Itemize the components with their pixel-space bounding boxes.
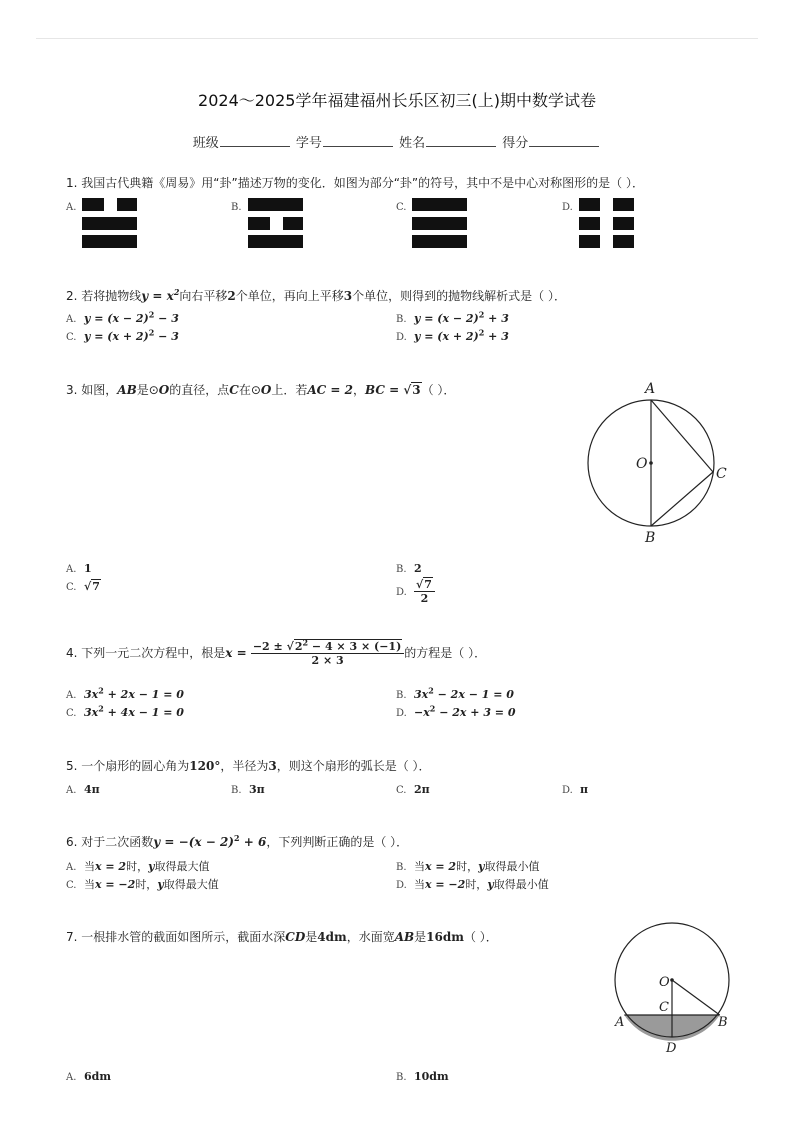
score-blank[interactable] (529, 134, 599, 147)
student-info-line (0, 132, 794, 151)
question-6-text: 6. 对于二次函数$y = -(x - 2)^2 + 6$，下列判断正确的是（ ）． (66, 833, 409, 849)
trigram-b-line2-left (248, 217, 270, 230)
question-3-text: 3. 如图，AB是⊙O的直径，点C在⊙O上．若AC = 2，BC = √3（ ）． (66, 383, 456, 397)
q7-option-b[interactable]: B. 10dm (396, 1070, 449, 1083)
point-label-o: O (659, 975, 670, 990)
q6-option-d[interactable]: D. 当x = −2时，y取得最小值 (396, 878, 549, 891)
class-label: 班级 (192, 136, 219, 151)
trigram-d-line3-left (579, 235, 600, 248)
trigram-a-line3 (82, 235, 137, 248)
trigram-a-line1-right (117, 198, 137, 211)
name-label: 姓名 (399, 136, 426, 151)
trigram-a-line1-left (82, 198, 104, 211)
q3-circle-figure (580, 378, 740, 548)
point-label-b: B (645, 530, 656, 546)
question-1-text: 1. 我国古代典籍《周易》用“卦”描述万物的变化．如图为部分“卦”的符号，其中不是中心对称图形的是（ ）． (66, 176, 644, 190)
trigram-c-line1 (412, 198, 467, 211)
question-2-text: 2. 若将抛物线$y = x^2$向右平移2个单位，再向上平移3个单位，则得到的抛物线解析式是（ ）． (66, 287, 566, 303)
q1-option-d-label[interactable]: D. (562, 202, 573, 213)
q5-option-b[interactable]: B. 3π (231, 783, 265, 796)
score-label: 得分 (502, 136, 529, 151)
chord-ac (651, 400, 713, 472)
page-title: 2024～2025学年福建福州长乐区初三(上)期中数学试卷 (198, 91, 596, 110)
point-label-a: A (615, 1015, 625, 1030)
question-5-text: 5. 一个扇形的圆心角为120°，半径为3，则这个扇形的弧长是（ ）． (66, 759, 431, 773)
trigram-c-line3 (412, 235, 467, 248)
trigram-b-line1 (248, 198, 303, 211)
point-label-b: B (718, 1015, 728, 1030)
q2-option-d[interactable]: D. $y = (x + 2)^2 + 3$ (396, 327, 509, 343)
point-label-a: A (645, 381, 656, 397)
point-label-o: O (636, 456, 648, 472)
top-divider (36, 38, 758, 39)
trigram-d-line1-right (613, 198, 634, 211)
student-id-blank[interactable] (323, 134, 393, 147)
class-blank[interactable] (220, 134, 290, 147)
q2-option-a[interactable]: A. $y = (x - 2)^2 - 3$ (66, 309, 179, 325)
question-4-text: 4. 下列一元二次方程中，根是x = $\frac{-2 \pm √2^2 - 4 \times 3 \times (-1)}{2 \times 3}$ 的方程是（ ）． (66, 637, 487, 667)
q3-option-d[interactable]: D. $\frac{√7}{2}$ (396, 578, 435, 605)
q4-option-c[interactable]: C. $3x^2 + 4x - 1 = 0$ (66, 703, 184, 719)
point-label-c: C (716, 466, 727, 482)
q4-option-d[interactable]: D. $-x^2 - 2x + 3 = 0$ (396, 703, 516, 719)
q5-option-d[interactable]: D. π (562, 783, 589, 796)
trigram-d-line1-left (579, 198, 600, 211)
q3-option-b[interactable]: B. 2 (396, 562, 422, 575)
trigram-a-line2 (82, 217, 137, 230)
student-id-label: 学号 (295, 136, 322, 151)
q5-option-a[interactable]: A. 4π (66, 783, 100, 796)
q6-option-b[interactable]: B. 当x = 2时，y取得最小值 (396, 860, 540, 873)
point-label-d: D (666, 1041, 677, 1056)
q5-option-c[interactable]: C. 2π (396, 783, 430, 796)
q6-option-c[interactable]: C. 当x = −2时，y取得最大值 (66, 878, 219, 891)
q4-option-a[interactable]: A. $3x^2 + 2x - 1 = 0$ (66, 685, 184, 701)
center-point-o (670, 978, 674, 982)
trigram-d-line2-right (613, 217, 634, 230)
q6-option-a[interactable]: A. 当x = 2时，y取得最大值 (66, 860, 210, 873)
q7-option-a[interactable]: A. 6dm (66, 1070, 111, 1083)
q1-option-a-label[interactable]: A. (66, 202, 77, 213)
name-blank[interactable] (426, 134, 496, 147)
root-formula: $\frac{-2 \pm √2^2 - 4 \times 3 \times (-1)}{2 \times 3}$ (251, 640, 404, 667)
q1-option-b-label[interactable]: B. (231, 202, 242, 213)
q2-option-c[interactable]: C. $y = (x + 2)^2 - 3$ (66, 327, 179, 343)
center-point-o (649, 461, 653, 465)
trigram-d-line3-right (613, 235, 634, 248)
q3-option-a[interactable]: A. 1 (66, 562, 92, 575)
q3-option-c[interactable]: C. √7 (66, 580, 100, 593)
radius-ob (672, 980, 720, 1015)
point-label-c: C (659, 1000, 669, 1015)
q7-pipe-figure (610, 922, 740, 1057)
trigram-d-line2-left (579, 217, 600, 230)
trigram-b-line2-right (283, 217, 303, 230)
q4-option-b[interactable]: B. $3x^2 - 2x - 1 = 0$ (396, 685, 514, 701)
q1-option-c-label[interactable]: C. (396, 202, 407, 213)
question-7-text: 7. 一根排水管的截面如图所示，截面水深CD是4dm，水面宽AB是16dm（ ）． (66, 930, 498, 944)
trigram-b-line3 (248, 235, 303, 248)
q2-option-b[interactable]: B. $y = (x - 2)^2 + 3$ (396, 309, 509, 325)
trigram-c-line2 (412, 217, 467, 230)
